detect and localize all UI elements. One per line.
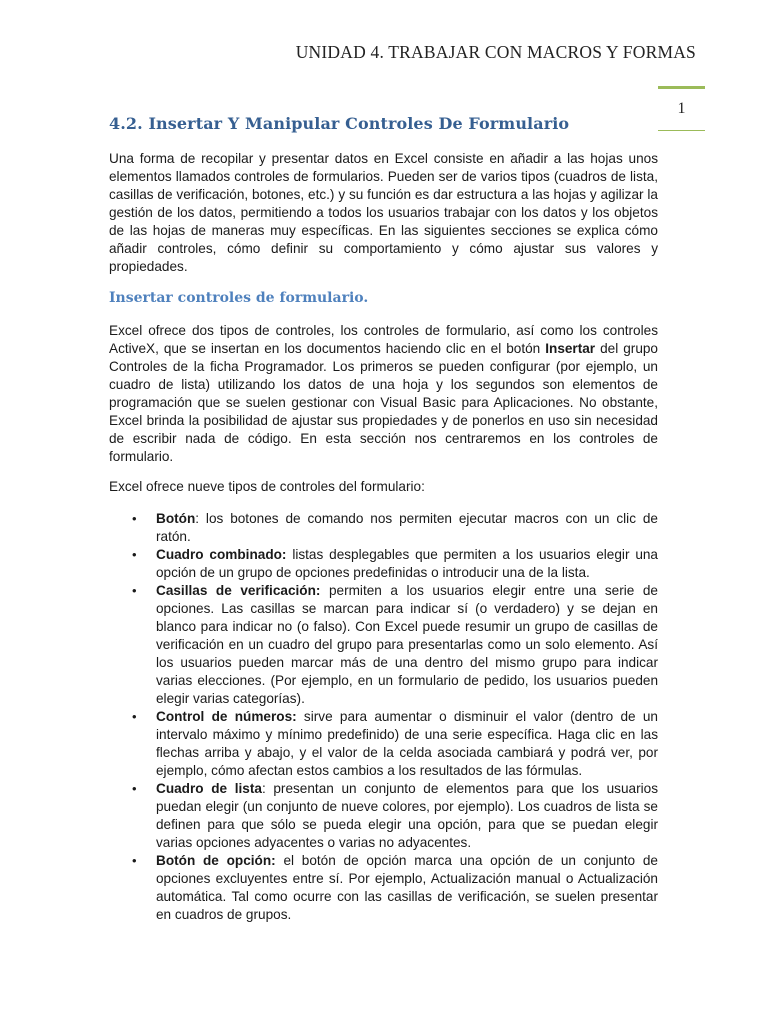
list-item — [109, 708, 658, 780]
list-item-text: sirve para aumentar o disminuir el valor (dentro de un intervalo máximo y mínimo predefinido) de una serie específica. Haga clic en las flechas arriba y abajo, y el valor de la celda asociada cambiará y podrá ver, por ejemplo, cómo afectan estos cambios a los resultados de las fórmulas. — [156, 709, 658, 778]
insertar-keyword: Insertar — [545, 341, 596, 356]
subsection-title: Insertar controles de formulario. — [109, 290, 369, 306]
list-item — [109, 852, 658, 924]
list-item-text: permiten a los usuarios elegir entre una serie de opciones. Las casillas se marcan para indicar sí (o verdadero) y se dejan en blanco para indicar no (o falso). Con Excel puede resumir un grupo de casillas de verificación en un cuadro del grupo para presentarlas como un solo elemento. Así los usuarios pueden marcar más de una dentro del mismo grupo para indicar varias elecciones. (Por ejemplo, en un formulario de pedido, los usuarios pueden elegir varias categorías). — [156, 583, 658, 706]
controls-paragraph-part-a: Excel ofrece dos tipos de controles, los controles de formulario, así como los controles ActiveX, que se insertan en los documentos haciendo clic en el botón — [109, 323, 658, 356]
list-item-text: el botón de opción marca una opción de un conjunto de opciones excluyentes entre sí. Por ejemplo, Actualización manual o Actualización automática. Tal como ocurre con las casillas de verificación, se suelen presentar en cuadros de grupos. — [156, 853, 658, 922]
list-item-term: Botón — [156, 511, 196, 526]
list-item-term: Control de números: — [156, 709, 297, 724]
page-number-box — [658, 86, 705, 131]
bullet-icon: • — [132, 781, 137, 796]
list-item-term: Cuadro combinado: — [156, 547, 287, 562]
list-intro: Excel ofrece nueve tipos de controles del formulario: — [109, 479, 425, 494]
list-item — [109, 510, 658, 546]
list-item — [109, 780, 658, 852]
list-item-term: Cuadro de lista — [156, 781, 262, 796]
list-item — [109, 582, 658, 708]
section-title: 4.2. Insertar Y Manipular Controles De Formulario — [109, 114, 570, 133]
page-number-top-rule — [658, 86, 705, 89]
bullet-icon: • — [132, 511, 137, 526]
bullet-icon: • — [132, 583, 137, 598]
intro-paragraph: Una forma de recopilar y presentar datos en Excel consiste en añadir a las hojas unos elementos llamados controles de formularios. Pueden ser de varios tipos (cuadros de lista, casillas de verificación, botones, etc.) y su función es dar estructura a las hojas y agilizar la gestión de los datos, permitiendo a todos los usuarios trabajar con los datos y los objetos de las hojas de maneras muy específicas. En las siguientes secciones se explica cómo añadir controles, cómo definir su comportamiento y cómo ajustar sus valores y propiedades. — [109, 151, 658, 274]
bullet-icon: • — [132, 547, 137, 562]
page-number: 1 — [677, 100, 686, 117]
list-item — [109, 546, 658, 582]
bullet-icon: • — [132, 709, 137, 724]
controls-list — [109, 510, 658, 924]
controls-paragraph — [109, 322, 658, 466]
running-header: UNIDAD 4. TRABAJAR CON MACROS Y FORMAS — [295, 42, 696, 62]
list-item-term: Casillas de verificación: — [156, 583, 321, 598]
page-number-bottom-rule — [658, 130, 705, 131]
list-item-text: : presentan un conjunto de elementos para que los usuarios puedan elegir (un conjunto de nueve colores, por ejemplo). Los cuadros de lista se definen para que sólo se pueda elegir una opción, para que se puedan elegir varias opciones adyacentes o varias no adyacentes. — [156, 781, 658, 850]
controls-paragraph-part-b: del grupo Controles de la ficha Programador. Los primeros se pueden configurar (por ejemplo, un cuadro de lista) utilizando los datos de una hoja y los segundos son elementos de programación que se suelen gestionar con Visual Basic para Aplicaciones. No obstante, Excel brinda la posibilidad de ajustar sus propiedades y de ponerlos en uso sin necesidad de escribir nada de código. En esta sección nos centraremos en los controles de formulario. — [109, 341, 658, 464]
list-item-text: : los botones de comando nos permiten ejecutar macros con un clic de ratón. — [156, 511, 658, 544]
bullet-icon: • — [132, 853, 137, 868]
list-item-term: Botón de opción: — [156, 853, 276, 868]
list-item-text: listas desplegables que permiten a los usuarios elegir una opción de un grupo de opciones predefinidas o introducir una de la lista. — [156, 547, 658, 580]
